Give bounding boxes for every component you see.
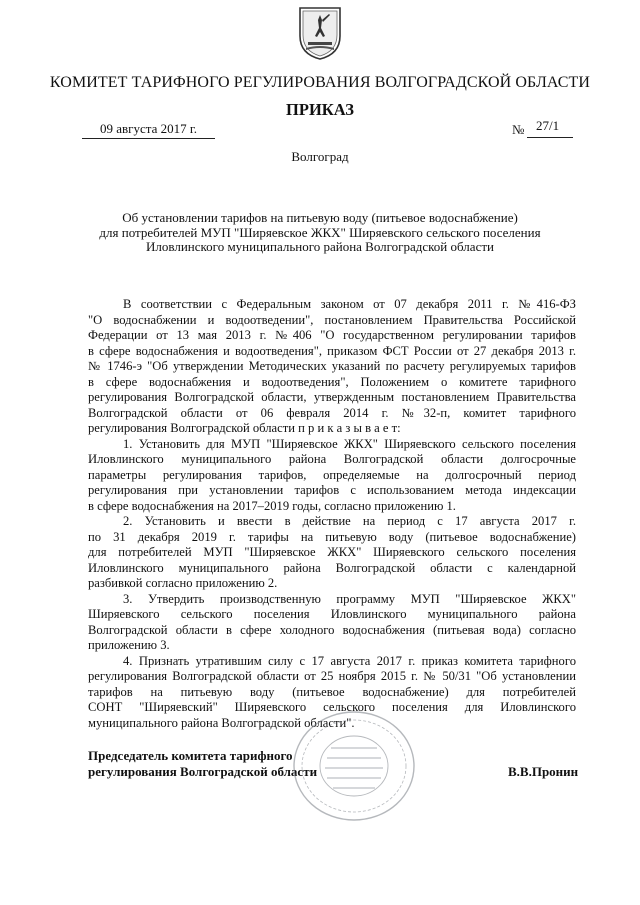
body-line: Волгоградской области в сфере холодного водоснабжения (питьевая вода) согласно [88, 622, 576, 637]
body-line: в сфере водоснабжения и водоотведения", приказом ФСТ России от 27 декабря 2013 г. [88, 343, 576, 358]
number-underline [527, 137, 573, 138]
title-line: Об установлении тарифов на питьевую воду (питьевое водоснабжение) [122, 210, 518, 225]
number-sign: № [512, 122, 525, 137]
body-line: Иловлинского муниципального района Волгоградской области с календарной [88, 560, 576, 575]
body-line: Иловлинского муниципального района Волгоградской области долгосрочные [88, 452, 576, 466]
body-line: параметры регулирования тарифов, определяемые на долгосрочный период [88, 467, 576, 482]
committee-name: КОМИТЕТ ТАРИФНОГО РЕГУЛИРОВАНИЯ ВОЛГОГРАДСКОЙ ОБЛАСТИ [49, 74, 591, 91]
body-line: 3. Утвердить производственную программу МУП "Ширяевское ЖКХ" [123, 591, 576, 606]
body-line: Федерации от 13 мая 2013 г. №406 "О государственном регулировании тарифов [88, 328, 576, 342]
body-line: В соответствии с Федеральным законом от 07 декабря 2011 г. №416-ФЗ [123, 297, 576, 311]
volgograd-emblem-icon [298, 6, 342, 60]
city: Волгоград [291, 149, 349, 164]
body-line: Ширяевского сельского поселения Иловлинского муниципального района [88, 607, 576, 621]
document-type: ПРИКАЗ [286, 100, 354, 119]
body-line: приложению 3. [88, 638, 170, 652]
body-line: 4. Признать утратившим силу с 17 августа 2017 г. приказ комитета тарифного [123, 653, 576, 668]
body-line: № 1746-э "Об утверждении Методических указаний по расчету регулируемых тарифов [88, 359, 576, 373]
position-line: Председатель комитета тарифного [88, 748, 293, 763]
body-line: по 31 декабря 2019 г. тарифы на питьевую воду (питьевое водоснабжение) [88, 529, 576, 544]
body-line: 2. Установить и ввести в действие на период с 17 августа 2017 г. [123, 514, 576, 528]
body-line: регулирования при установлении тарифов с использованием метода индексации [88, 483, 576, 497]
document-date: 09 августа 2017 г. [100, 121, 197, 136]
body-line: регулирования Волгоградской области п р и к а з ы в а е т: [88, 421, 401, 435]
body-line: СОНТ "Ширяевский" Ширяевского сельского поселения для Иловлинского [88, 700, 576, 714]
body-line: разбивкой согласно приложению 2. [88, 576, 278, 590]
body-line: Волгоградской области от 06 февраля 2014 г. №32-п, комитет тарифного [88, 405, 576, 420]
body-line: для потребителей МУП "Ширяевское ЖКХ" Ширяевского сельского поселения [88, 545, 576, 559]
body-line: "О водоснабжении и водоотведении", постановлением Правительства Российской [88, 312, 576, 327]
body-line: в сфере водоснабжения на 2017–2019 годы, согласно приложению 1. [88, 498, 456, 513]
body-line: регулирования Волгоградской области от 25 ноября 2015 г. № 50/31 "Об установлении [88, 669, 576, 683]
signatory-name: В.В.Пронин [508, 764, 579, 779]
signatory-position [88, 748, 317, 780]
date-underline [82, 138, 215, 139]
title-line: для потребителей МУП "Ширяевское ЖКХ" Ширяевского сельского поселения [99, 224, 541, 240]
document-title [80, 211, 560, 255]
body-line: муниципального района Волгоградской области". [88, 715, 355, 730]
position-line: регулирования Волгоградской области [88, 764, 318, 779]
official-seal-icon [289, 708, 419, 823]
title-line: Иловлинского муниципального района Волгоградской области [146, 239, 494, 254]
body-line: в сфере водоснабжения и водоотведения", Положением о комитете тарифного [88, 374, 576, 389]
document-number: 27/1 [536, 118, 560, 133]
body-line: тарифов на питьевую воду (питьевое водоснабжение) для потребителей [88, 684, 576, 699]
document-body [88, 297, 576, 731]
body-line: 1. Установить для МУП "Ширяевское ЖКХ" Ширяевского сельского поселения [123, 436, 576, 451]
body-line: регулирования Волгоградской области, утвержденным постановлением Правительства [88, 390, 576, 404]
